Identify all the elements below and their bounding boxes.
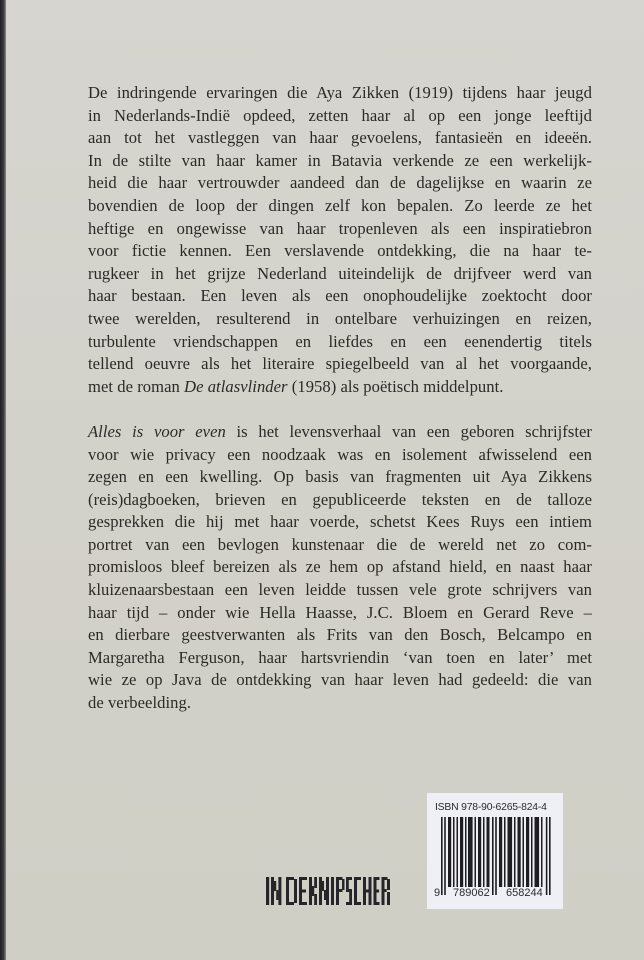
blurb-text xyxy=(88,82,592,715)
blurb-line: in Nederlands-Indië opdeed, zetten haar al op een jonge leeftijd xyxy=(88,105,592,125)
barcode-digit-lead: 9 xyxy=(434,887,441,899)
blurb-line: (reis)dagboeken, brieven en gepubliceerde teksten en de talloze xyxy=(88,489,592,509)
publisher-logo-icon xyxy=(266,876,390,906)
blurb-line: voor fictie kennen. Een verslavende ontdekking, die na haar te- xyxy=(88,241,592,261)
blurb-line: rugkeer in het grijze Nederland uiteindelijk de drijfveer werd van xyxy=(88,263,592,283)
blurb-line: zegen en een kwelling. Op basis van fragmenten uit Aya Zikkens xyxy=(88,467,592,487)
barcode-digits-left: 789062 xyxy=(453,887,490,899)
blurb-text-run: met de roman xyxy=(88,376,185,396)
blurb-line: haar bestaan. Een leven als een onophoudelijke zoektocht door xyxy=(88,286,592,306)
blurb-line: kluizenaarsbestaan een leven leidde tussen vele grote schrijvers van xyxy=(88,580,592,600)
isbn-label: ISBN 978-90-6265-824-4 xyxy=(435,802,547,813)
isbn-barcode xyxy=(427,793,563,909)
blurb-line: heftige en ongewisse van haar tropenleven als een inspiratiebron xyxy=(88,218,592,238)
blurb-line: De indringende ervaringen die Aya Zikken (1919) tijdens haar jeugd xyxy=(88,83,592,102)
blurb-line: tellend oeuvre als het literaire spiegelbeeld van al het voorgaande, xyxy=(88,354,592,374)
spine-edge xyxy=(0,0,6,960)
blurb-line: haar tijd – onder wie Hella Haasse, J.C. Bloem en Gerard Reve – xyxy=(88,602,592,622)
book-title-alles-is-voor-even: Alles is voor even xyxy=(88,421,226,441)
blurb-line: promisloos bleef bereizen als ze hem op afstand hield, en naast haar xyxy=(88,557,592,577)
blurb-line: In de stilte van haar kamer in Batavia verkende ze een werkelijk- xyxy=(88,150,592,170)
blurb-text-run: (1958) als poëtisch middelpunt. xyxy=(287,376,504,396)
book-title-atlasvlinder: De atlasvlinder xyxy=(184,376,288,396)
blurb-line: heid die haar vertrouwder aandeed dan de dagelijkse en waarin ze xyxy=(88,173,592,193)
barcode-digits-right: 658244 xyxy=(506,887,543,899)
blurb-line: twee werelden, resulterend in ontelbare verhuizingen en reizen, xyxy=(88,308,592,328)
blurb-line: en dierbare geestverwanten als Frits van den Bosch, Belcampo en xyxy=(88,625,592,645)
blurb-line: Margaretha Ferguson, haar hartsvriendin ‘van toen en later’ met xyxy=(88,647,592,667)
blurb-paragraph-2 xyxy=(88,421,592,715)
blurb-text-run: is het levensverhaal van een geboren schrijfster xyxy=(225,421,593,441)
blurb-line: aan tot het vastleggen van haar gevoelens, fantasieën en ideeën. xyxy=(88,128,592,148)
blurb-line xyxy=(88,376,592,399)
blurb-line: wie ze op Java de ontdekking van haar leven had gedeeld: die van xyxy=(88,670,592,690)
blurb-line: de verbeelding. xyxy=(88,693,192,713)
barcode-bars-icon xyxy=(441,817,551,895)
blurb-line: bovendien de loop der dingen zelf kon bepalen. Zo leerde ze het xyxy=(88,195,592,215)
blurb-line: gesprekken die hij met haar voerde, schetst Kees Ruys een intiem xyxy=(88,512,592,532)
blurb-line xyxy=(88,421,592,444)
blurb-line: turbulente vriendschappen en liefdes en een eenendertig titels xyxy=(88,331,592,351)
blurb-line: portret van een bevlogen kunstenaar die de wereld net zo com- xyxy=(88,534,592,554)
blurb-line: voor wie privacy een noodzaak was en isolement afwisselend een xyxy=(88,444,592,464)
blurb-paragraph-1 xyxy=(88,82,592,398)
